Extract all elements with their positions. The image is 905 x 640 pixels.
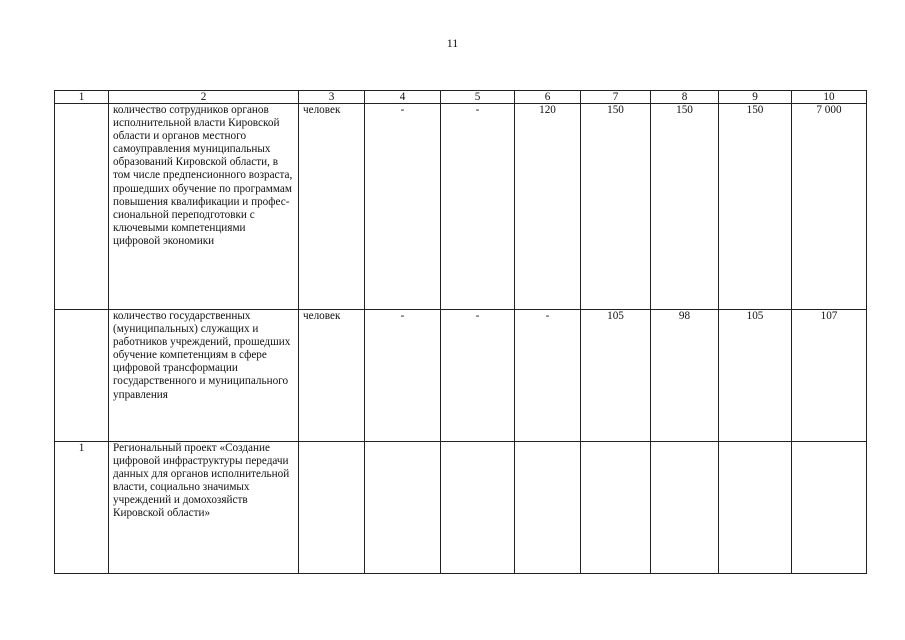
- indicator-name: количество государственных (муниципальных) служащих и работников учреждений, прошедших обучение компетенциям в сфере цифровой трансформации государственного и муниципального управления: [109, 310, 299, 442]
- value-cell: -: [441, 104, 515, 310]
- value-cell: -: [365, 104, 441, 310]
- table-row: [55, 104, 867, 310]
- row-number: [55, 104, 109, 310]
- value-cell: [441, 442, 515, 574]
- value-cell: [651, 442, 719, 574]
- unit-cell: человек: [299, 104, 365, 310]
- col-header: 5: [441, 91, 515, 104]
- value-cell: [792, 442, 867, 574]
- value-cell: 150: [651, 104, 719, 310]
- table-row: [55, 310, 867, 442]
- row-number: [55, 310, 109, 442]
- col-header: 3: [299, 91, 365, 104]
- value-cell: -: [365, 310, 441, 442]
- indicator-name: количество сотрудников органов исполнительной власти Кировской области и органов местного самоуправления муниципальных образований Кировской области, в том числе предпенсионного возраста, прошедших обучение по программам повышения квалификации и профес-сиональной переподготовки с ключевыми компетенциями цифровой экономики: [109, 104, 299, 310]
- value-cell: [515, 442, 581, 574]
- col-header: 1: [55, 91, 109, 104]
- table-header-row: [55, 91, 867, 104]
- value-cell: 7 000: [792, 104, 867, 310]
- col-header: 8: [651, 91, 719, 104]
- value-cell: 150: [581, 104, 651, 310]
- value-cell: 150: [719, 104, 792, 310]
- value-cell: -: [515, 310, 581, 442]
- value-cell: 107: [792, 310, 867, 442]
- col-header: 7: [581, 91, 651, 104]
- value-cell: 105: [719, 310, 792, 442]
- row-number: 1: [55, 442, 109, 574]
- unit-cell: [299, 442, 365, 574]
- unit-cell: человек: [299, 310, 365, 442]
- project-name: Региональный проект «Создание цифровой инфраструктуры передачи данных для органов исполнительной власти, социально значимых учреждений и домохозяйств Кировской области»: [109, 442, 299, 574]
- indicators-table: [54, 90, 867, 574]
- page-number: 11: [446, 36, 459, 50]
- table-row: [55, 442, 867, 574]
- col-header: 6: [515, 91, 581, 104]
- col-header: 10: [792, 91, 867, 104]
- value-cell: 98: [651, 310, 719, 442]
- value-cell: -: [441, 310, 515, 442]
- col-header: 9: [719, 91, 792, 104]
- value-cell: 120: [515, 104, 581, 310]
- value-cell: 105: [581, 310, 651, 442]
- col-header: 4: [365, 91, 441, 104]
- col-header: 2: [109, 91, 299, 104]
- value-cell: [719, 442, 792, 574]
- value-cell: [365, 442, 441, 574]
- value-cell: [581, 442, 651, 574]
